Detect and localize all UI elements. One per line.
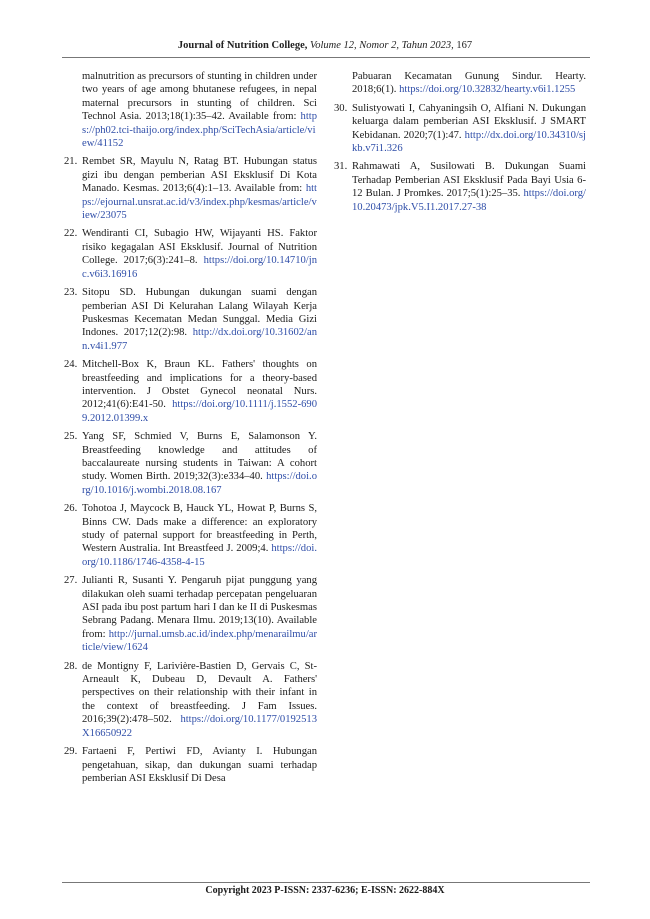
reference-text: malnutrition as precursors of stunting in children under two years of age among bhutanese refugees, in nepal maternal precursors in stunting of children. Sci Technol Asia. 2013;18(1):35–42. Available from: (82, 71, 317, 123)
reference-item (64, 227, 317, 281)
reference-continuation (64, 70, 317, 150)
reference-item (64, 155, 317, 222)
volume-info: Volume 12, Nomor 2, Tahun 2023, (307, 40, 454, 51)
reference-item (334, 102, 586, 156)
reference-text: Sitopu SD. Hubungan dukungan suami dengan pemberian ASI Di Kelurahan Lalang Wilayah Kerja Puskesmas Kecematan Medan Sunggal. Media Gizi Indones. 2017;12(2):98. (82, 287, 317, 339)
journal-name: Journal of Nutrition College, (177, 40, 308, 51)
page-number: 167 (453, 40, 473, 51)
reference-number: 26. (64, 503, 78, 515)
reference-text: Rembet SR, Mayulu N, Ratag BT. Hubungan status gizi ibu dengan pemberian ASI Eksklusif Di Kota Manado. Kesmas. 2013;6(4):1–13. Available from: (82, 156, 317, 195)
footer-divider (62, 882, 590, 883)
reference-text: Rahmawati A, Susilowati B. Dukungan Suami Terhadap Pemberian ASI Eksklusif Pada Bayi Usia 6-12 Bulan. J Promkes. 2017;5(1):25–35. (352, 161, 586, 200)
reference-item (64, 502, 317, 569)
left-column (64, 70, 317, 785)
reference-number: 21. (64, 156, 78, 168)
reference-link[interactable]: https://doi.org/10.1111/j.1552-6909.2012.01399.x (82, 399, 317, 424)
reference-text: Sulistyowati I, Cahyaningsih O, Alfiani N. Dukungan keluarga dalam pemberian ASI Eksklusif. J SMART Kebidanan. 2020;7(1):47. (352, 102, 586, 141)
footer (0, 885, 650, 896)
reference-number: 24. (64, 359, 78, 371)
reference-list-right (334, 97, 586, 214)
reference-continuation (334, 70, 586, 97)
reference-text: Pabuaran Kecamatan Gunung Sindur. Hearty. 2018;6(1). (352, 71, 586, 96)
reference-link[interactable]: https://doi.org/10.14710/jnc.v6i3.16916 (82, 255, 317, 280)
reference-number: 29. (64, 746, 78, 758)
reference-text: Mitchell-Box K, Braun KL. Fathers' thoughts on breastfeeding and implications for a theory-based intervention. J Obstet Gynecol neonatal Nurs. 2012;41(6):E41-50. (82, 359, 317, 411)
reference-item (64, 286, 317, 353)
reference-item (64, 745, 317, 785)
reference-text: Yang SF, Schmied V, Burns E, Salamonson Y. Breastfeeding knowledge and attitudes of baccalaureate nursing students in Taiwan: A cohort study. Women Birth. 2019;32(3):e334–40. (82, 431, 317, 483)
reference-text: Julianti R, Susanti Y. Pengaruh pijat punggung yang dilakukan oleh suami terhadap percepatan pengeluaran ASI pada ibu post partum hari I dan ke II di Puskesmas Sebrang Padang. Menara Ilmu. 2019;13(10). Available from: (82, 575, 317, 640)
reference-item (64, 574, 317, 654)
reference-text: Wendiranti CI, Subagio HW, Wijayanti HS. Faktor risiko kegagalan ASI Eksklusif. Journal of Nutrition College. 2017;6(3):241–8. (82, 228, 317, 267)
reference-number: 31. (334, 161, 348, 173)
reference-link[interactable]: https://ejournal.unsrat.ac.id/v3/index.php/kesmas/article/view/23075 (82, 183, 317, 222)
reference-list-left (64, 150, 317, 785)
reference-item (64, 430, 317, 497)
reference-link[interactable]: https://doi.org/10.1016/j.wombi.2018.08.167 (82, 471, 317, 496)
reference-number: 25. (64, 431, 78, 443)
reference-number: 22. (64, 228, 78, 240)
reference-link[interactable]: http://dx.doi.org/10.34310/sjkb.v7i1.326 (352, 129, 586, 155)
reference-text: Tohotoa J, Maycock B, Hauck YL, Howat P, Burns S, Binns CW. Dads make a difference: an exploratory study of paternal support for breastfeeding in Perth, Western Australia. Int Breastfeed J. 2009;4. (82, 503, 317, 555)
reference-item (64, 358, 317, 425)
reference-number: 28. (64, 660, 78, 672)
reference-link[interactable]: https://ph02.tci-thaijo.org/index.php/SciTechAsia/article/view/41152 (82, 111, 317, 150)
header-divider (62, 57, 590, 58)
reference-link[interactable]: https://doi.org/10.20473/jpk.V5.I1.2017.27-38 (352, 188, 586, 213)
reference-link[interactable]: https://doi.org/10.32832/hearty.v6i1.1255 (399, 84, 576, 96)
reference-link[interactable]: https://doi.org/10.1186/1746-4358-4-15 (82, 543, 317, 568)
reference-text: de Montigny F, Larivière-Bastien D, Gervais C, St-Arneault K, Dubeau D, Devault A. Fathers' perspectives on their relationship with their infant in the context of breastfeeding. J Fam Issues. 2016;39(2):478–502. (82, 660, 317, 726)
copyright-text: Copyright 2023 P-ISSN: 2337-6236; E-ISSN: 2622-884X (205, 885, 445, 896)
reference-number: 30. (334, 102, 348, 114)
right-column (334, 70, 586, 214)
reference-text: Fartaeni F, Pertiwi FD, Avianty I. Hubungan pengetahuan, sikap, dan dukungan suami terhadap pemberian ASI Eksklusif Di Desa (82, 746, 317, 784)
reference-number: 23. (64, 287, 78, 299)
reference-link[interactable]: https://doi.org/10.1177/0192513X16650922 (82, 714, 317, 739)
reference-link[interactable]: http://jurnal.umsb.ac.id/index.php/menarailmu/article/view/1624 (82, 628, 317, 654)
reference-item (334, 160, 586, 214)
reference-number: 27. (64, 575, 78, 587)
reference-item (64, 660, 317, 740)
running-header (0, 40, 650, 51)
reference-link[interactable]: http://dx.doi.org/10.31602/ann.v4i1.977 (82, 327, 317, 352)
